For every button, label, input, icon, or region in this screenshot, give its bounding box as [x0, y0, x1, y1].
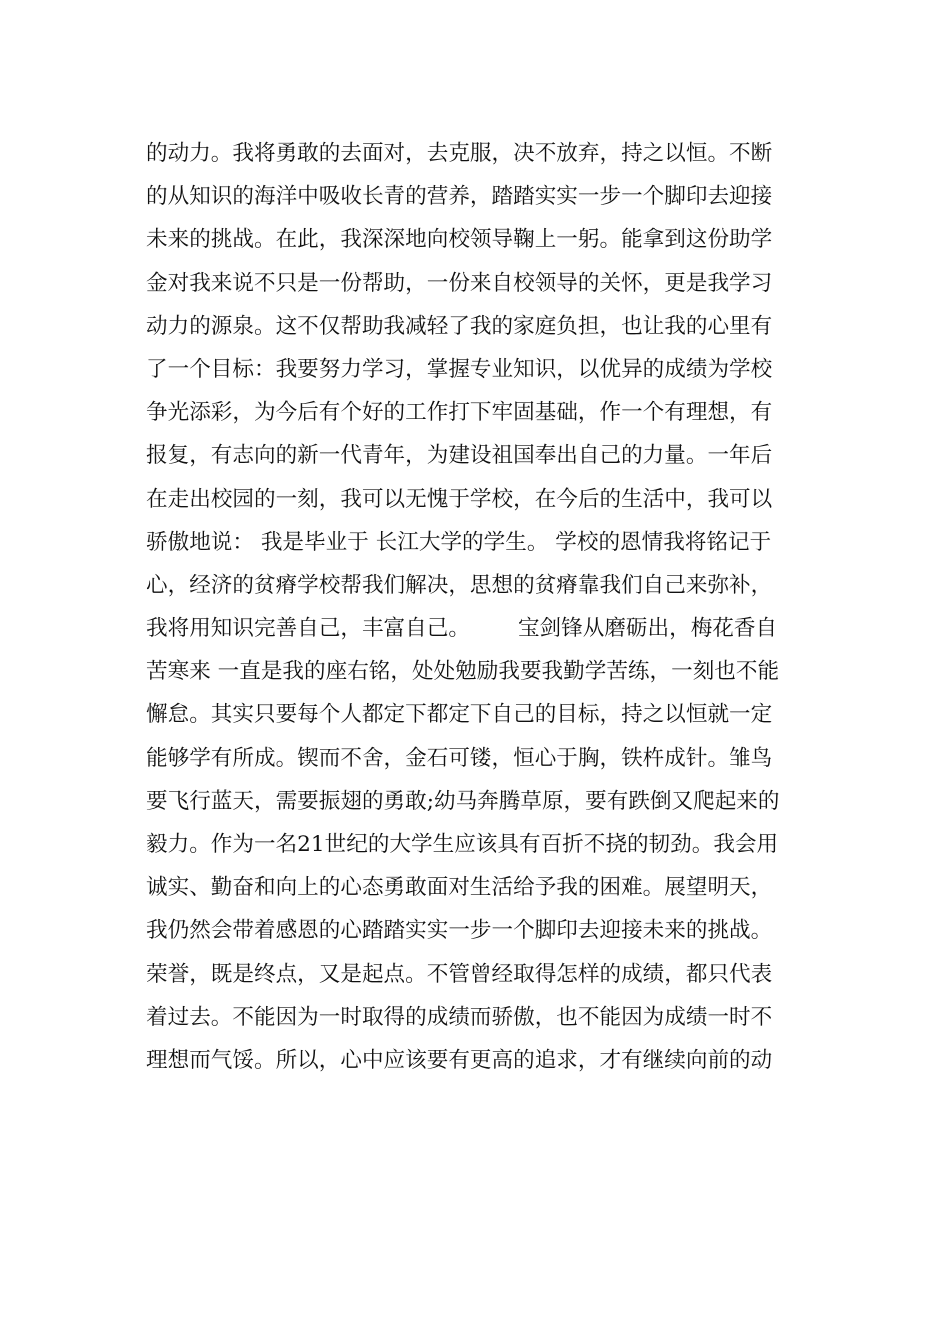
text-line-18: 诚实、勤奋和向上的心态勇敢面对生活给予我的困难。展望明天， — [146, 875, 773, 901]
text-line-19: 我仍然会带着感恩的心踏踏实实一步一个脚印去迎接未来的挑战。 — [146, 918, 773, 944]
document-body — [146, 132, 816, 1082]
text-line-21: 着过去。不能因为一时取得的成绩而骄傲，也不能因为成绩一时不 — [146, 1004, 773, 1030]
text-line-5: 动力的源泉。这不仅帮助我减轻了我的家庭负担，也让我的心里有 — [146, 313, 773, 339]
text-line-20: 荣誉，既是终点，又是起点。不管曾经取得怎样的成绩，都只代表 — [146, 961, 773, 987]
text-line-14: 懈怠。其实只要每个人都定下都定下自己的目标，持之以恒就一定 — [146, 702, 773, 728]
text-line-16: 要飞行蓝天，需要振翅的勇敢;幼马奔腾草原，要有跌倒又爬起来的 — [146, 788, 780, 814]
text-line-3: 未来的挑战。在此，我深深地向校领导鞠上一躬。能拿到这份助学 — [146, 227, 773, 253]
text-line-8: 报复，有志向的新一代青年，为建设祖国奉出自己的力量。一年后 — [146, 443, 773, 469]
text-line-13: 苦寒来 一直是我的座右铭，处处勉励我要我勤学苦练，一刻也不能 — [146, 659, 780, 685]
text-line-6: 了一个目标：我要努力学习，掌握专业知识，以优异的成绩为学校 — [146, 356, 773, 382]
text-line-12: 我将用知识完善自己，丰富自己。 宝剑锋从磨砺出，梅花香自 — [146, 616, 778, 642]
text-line-9: 在走出校园的一刻，我可以无愧于学校，在今后的生活中，我可以 — [146, 486, 773, 512]
text-line-7: 争光添彩，为今后有个好的工作打下牢固基础，作一个有理想，有 — [146, 400, 773, 426]
text-line-11: 心，经济的贫瘠学校帮我们解决，思想的贫瘠靠我们自己来弥补， — [146, 572, 773, 598]
text-line-1: 的动力。我将勇敢的去面对，去克服，决不放弃，持之以恒。不断 — [146, 141, 773, 166]
text-line-17: 毅力。作为一名21世纪的大学生应该具有百折不挠的韧劲。我会用 — [146, 832, 779, 857]
text-line-10: 骄傲地说： 我是毕业于 长江大学的学生。 学校的恩情我将铭记于 — [146, 529, 772, 555]
text-line-4: 金对我来说不只是一份帮助，一份来自校领导的关怀，更是我学习 — [146, 270, 773, 296]
text-line-15: 能够学有所成。锲而不舍，金石可镂，恒心于胸，铁杵成针。雏鸟 — [146, 745, 773, 771]
text-line-22: 理想而气馁。所以，心中应该要有更高的追求，才有继续向前的动 — [146, 1047, 773, 1073]
text-line-2: 的从知识的海洋中吸收长青的营养，踏踏实实一步一个脚印去迎接 — [146, 184, 773, 210]
